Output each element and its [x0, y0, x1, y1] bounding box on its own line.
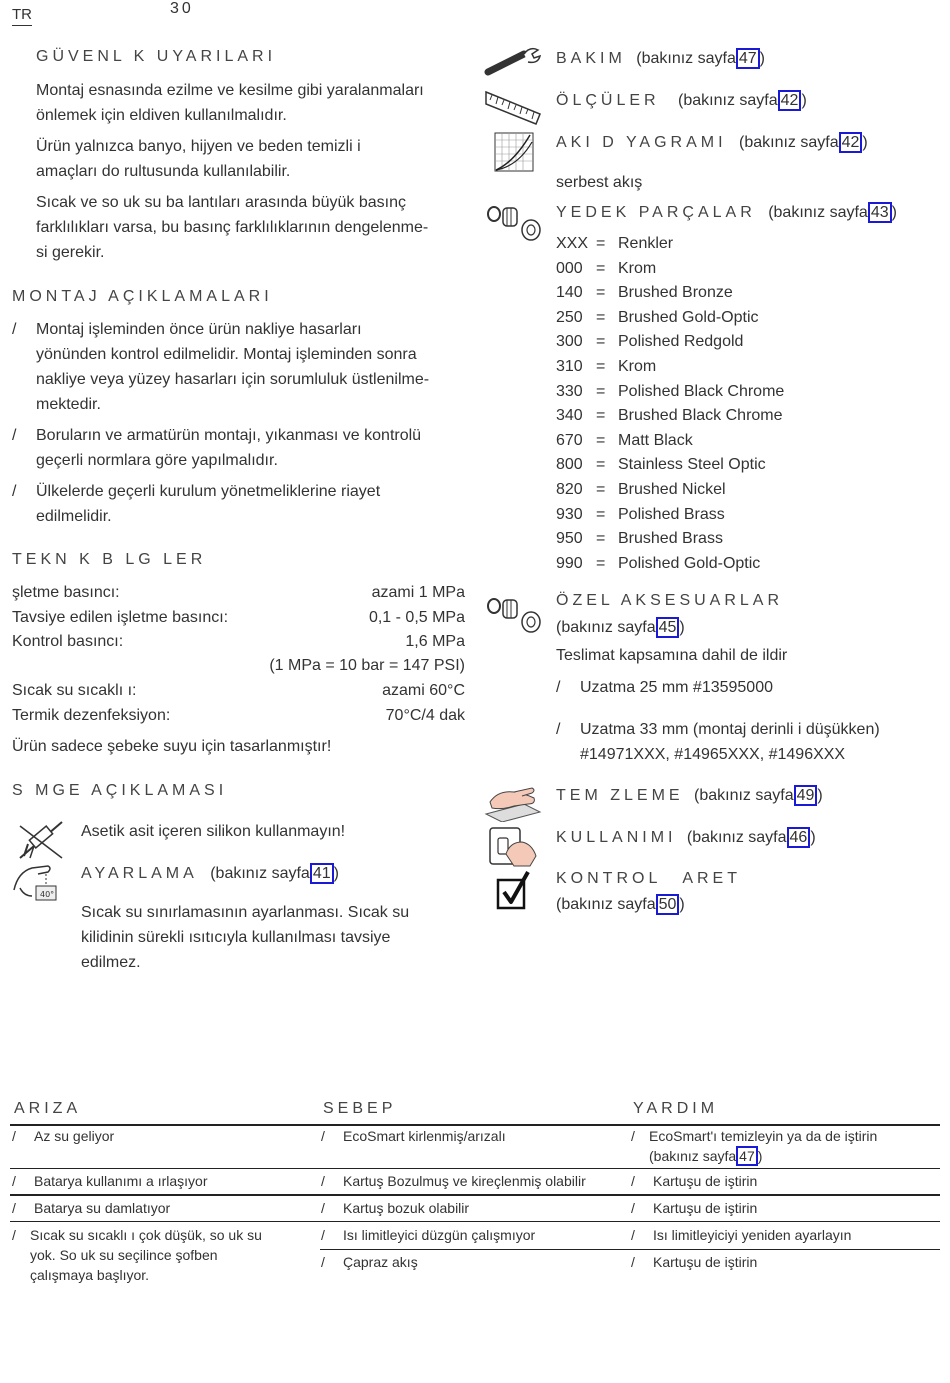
- language-code: TR: [12, 6, 32, 26]
- color-name: Brushed Gold-Optic: [618, 308, 759, 326]
- color-name: Stainless Steel Optic: [618, 456, 766, 474]
- usage-hand-icon: [488, 824, 540, 873]
- flow-subtitle: serbest akış: [556, 174, 643, 191]
- safety-paragraph: Montaj esnasında ezilme ve kesilme gibi yaralanmaları önlemek için eldiven kullanılmalıdır.: [36, 82, 424, 124]
- color-name: Krom: [618, 259, 657, 277]
- usage-heading: KULLANIMI (bakınız sayfa 46 ): [556, 829, 816, 846]
- color-row: [556, 358, 656, 383]
- color-code: 670: [556, 431, 583, 449]
- flow-diagram-icon: [494, 132, 534, 177]
- table-cell: / Kartuşu de iştirin: [631, 1173, 758, 1189]
- equals-sign: =: [596, 530, 606, 548]
- table-cell: / Az su geliyor: [12, 1128, 115, 1144]
- color-row: [556, 260, 656, 285]
- wrench-icon: [484, 44, 542, 85]
- accessories-item: / Uzatma 25 mm #13595000: [556, 679, 773, 696]
- color-name: Matt Black: [618, 431, 693, 449]
- cause-header: SEBEP: [323, 1100, 397, 1117]
- assembly-item: / Ülkelerde geçerli kurulum yönetmeliklerine riayet edilmelidir.: [12, 483, 381, 525]
- maintenance-page-link[interactable]: 47: [736, 48, 760, 69]
- assembly-item: / Montaj işleminden önce ürün nakliye hasarları yönünden kontrol edilmelidir. Montaj işleminden sonra nakliye veya yüzey hasarları için sorumluluk üstlenilme- mektedir.: [12, 321, 430, 413]
- table-cell: / EcoSmart kirlenmiş/arızalı: [321, 1128, 506, 1144]
- accessories-icon: [485, 594, 545, 639]
- flow-heading: AKI D YAGRAMI (bakınız sayfa 42 ): [556, 134, 868, 151]
- adjust-heading: AYARLAMA (bakınız sayfa 41 ): [81, 865, 339, 882]
- technical-table: şletme basıncı: azami 1 MPa Tavsiye edilen işletme basıncı: 0,1 - 0,5 MPa Kontrol basıncı: 1,6 MPa (1 MPa = 10 bar = 147 PSI) Sıcak su sıcaklı ı: azami 60°C Termik dezenfeksiyon: 70°C/4 dak: [12, 584, 465, 724]
- color-code: 300: [556, 333, 583, 351]
- equals-sign: =: [596, 333, 606, 351]
- color-name: Krom: [618, 358, 657, 375]
- color-row: [556, 555, 760, 580]
- dimensions-heading: ÖLÇÜLER (bakınız sayfa 42 ): [556, 92, 807, 109]
- svg-text:40°: 40°: [40, 890, 55, 899]
- color-name: Polished Brass: [618, 505, 725, 523]
- color-row: [556, 481, 726, 506]
- table-cell: / Kartuşu de iştirin: [631, 1254, 758, 1270]
- color-row: [556, 530, 723, 555]
- equals-sign: =: [596, 407, 606, 425]
- spare-parts-icon: [485, 202, 545, 247]
- equals-sign: =: [596, 284, 606, 302]
- color-row: [556, 284, 733, 309]
- color-name: Brushed Black Chrome: [618, 407, 783, 425]
- cleaning-heading: TEM ZLEME (bakınız sayfa 49 ): [556, 787, 823, 804]
- table-cell: / Çapraz akış: [321, 1254, 418, 1270]
- color-row: [556, 235, 673, 260]
- equals-sign: =: [596, 456, 606, 474]
- equals-sign: =: [596, 481, 606, 498]
- control-page-link[interactable]: 50: [656, 894, 680, 915]
- safety-title: GÜVENL K UYARILARI: [36, 48, 277, 65]
- cleaning-page-link[interactable]: 49: [794, 785, 818, 806]
- adjust-page-link[interactable]: 41: [310, 863, 334, 884]
- dimensions-page-link[interactable]: 42: [778, 90, 802, 111]
- color-name: Polished Gold-Optic: [618, 554, 761, 572]
- color-code: 950: [556, 530, 583, 548]
- color-code: 330: [556, 382, 583, 400]
- accessories-page-link[interactable]: 45: [656, 617, 680, 638]
- cleaning-hand-icon: [484, 784, 544, 827]
- table-rule: [10, 1168, 940, 1169]
- equals-sign: =: [596, 431, 606, 449]
- color-name: Renkler: [618, 235, 674, 252]
- table-cell: / Kartuş bozuk olabilir: [321, 1200, 470, 1216]
- color-row: [556, 407, 783, 432]
- accessories-item: / Uzatma 33 mm (montaj derinli i düşükken) #14971XXX, #14965XXX, #1496XXX: [556, 721, 880, 763]
- usage-page-link[interactable]: 46: [787, 827, 811, 848]
- table-rule: [10, 1194, 940, 1196]
- table-cell: / Batarya su damlatıyor: [12, 1200, 171, 1216]
- color-row: [556, 309, 759, 334]
- color-code: 930: [556, 505, 583, 523]
- equals-sign: =: [596, 358, 606, 375]
- table-cell: / Sıcak su sıcaklı ı çok düşük, so uk su yok. So uk su seçilince şofben çalışmaya başlıyor.: [12, 1227, 262, 1283]
- control-ref: (bakınız sayfa 50 ): [556, 896, 685, 913]
- table-rule: [10, 1221, 940, 1222]
- help-page-link[interactable]: 47: [736, 1146, 758, 1166]
- table-cell: / Isı limitleyici düzgün çalışmıyor: [321, 1227, 536, 1243]
- page-number: 30: [170, 0, 194, 17]
- color-row: [556, 456, 766, 481]
- assembly-item: / Boruların ve armatürün montajı, yıkanması ve kontrolü geçerli normlara göre yapılmalıdır.: [12, 427, 422, 469]
- adjust-description: Sıcak su sınırlamasının ayarlanması. Sıcak su kilidinin sürekli ısıtıcıyla kullanılması tavsiye edilmez.: [81, 904, 410, 971]
- symbols-title: S MGE AÇIKLAMASI: [12, 782, 228, 799]
- equals-sign: =: [596, 382, 606, 400]
- spare-heading: YEDEK PARÇALAR (bakınız sayfa 43 ): [556, 204, 897, 221]
- color-code: 000: [556, 259, 583, 277]
- color-code: 340: [556, 407, 583, 425]
- adjust-hand-icon: [12, 860, 60, 909]
- spare-page-link[interactable]: 43: [868, 202, 892, 223]
- maintenance-heading: BAKIM (bakınız sayfa 47 ): [556, 50, 765, 67]
- color-name: Brushed Bronze: [618, 284, 733, 302]
- control-title: KONTROL ARET: [556, 870, 741, 887]
- color-code: 990: [556, 554, 583, 572]
- equals-sign: =: [596, 505, 606, 523]
- table-cell: / Isı limitleyiciyi yeniden ayarlayın: [631, 1227, 852, 1243]
- color-row: [556, 333, 743, 358]
- ruler-icon: [484, 88, 542, 133]
- color-name: Brushed Nickel: [618, 481, 726, 498]
- technical-title: TEKN K B LG LER: [12, 551, 207, 568]
- accessories-title: ÖZEL AKSESUARLAR: [556, 592, 784, 609]
- color-name: Brushed Brass: [618, 530, 723, 548]
- color-code: 820: [556, 481, 583, 498]
- flow-page-link[interactable]: 42: [839, 132, 863, 153]
- equals-sign: =: [596, 259, 606, 277]
- color-name: Polished Redgold: [618, 333, 744, 351]
- fault-header: ARIZA: [14, 1100, 82, 1117]
- table-cell: / Kartuşu de iştirin: [631, 1200, 758, 1216]
- equals-sign: =: [596, 554, 606, 572]
- color-name: Polished Black Chrome: [618, 382, 785, 400]
- color-code: XXX: [556, 235, 589, 252]
- assembly-title: MONTAJ AÇIKLAMALARI: [12, 288, 273, 305]
- silicone-warning: Asetik asit içeren silikon kullanmayın!: [81, 823, 346, 840]
- table-cell: / EcoSmart'ı temizleyin ya da de iştirin (bakınız sayfa 47 ): [631, 1128, 878, 1164]
- safety-paragraph: Ürün yalnızca banyo, hijyen ve beden temizli i amaçları do rultusunda kullanılabilir.: [36, 138, 361, 180]
- help-header: YARDIM: [633, 1100, 719, 1117]
- equals-sign: =: [596, 235, 606, 252]
- accessories-ref: (bakınız sayfa 45 ): [556, 619, 685, 636]
- color-row: [556, 432, 693, 457]
- equals-sign: =: [596, 308, 606, 326]
- color-code: 250: [556, 308, 583, 326]
- accessories-included: Teslimat kapsamına dahil de ildir: [556, 647, 788, 664]
- checkmark-icon: [496, 870, 532, 917]
- color-code: 310: [556, 358, 583, 375]
- color-code: 800: [556, 456, 583, 474]
- technical-note: Ürün sadece şebeke suyu için tasarlanmıştır!: [12, 738, 332, 755]
- safety-paragraph: Sıcak ve so uk su ba lantıları arasında büyük basınç farklılıkları varsa, bu basınç farklılıklarının dengelenme- si gerekir.: [36, 194, 429, 261]
- table-cell: / Kartuş Bozulmuş ve kireçlenmiş olabilir: [321, 1173, 586, 1189]
- color-code: 140: [556, 284, 583, 302]
- table-rule: [320, 1249, 940, 1250]
- color-row: [556, 383, 784, 408]
- color-row: [556, 506, 725, 531]
- table-cell: / Batarya kullanımı a ırlaşıyor: [12, 1173, 208, 1189]
